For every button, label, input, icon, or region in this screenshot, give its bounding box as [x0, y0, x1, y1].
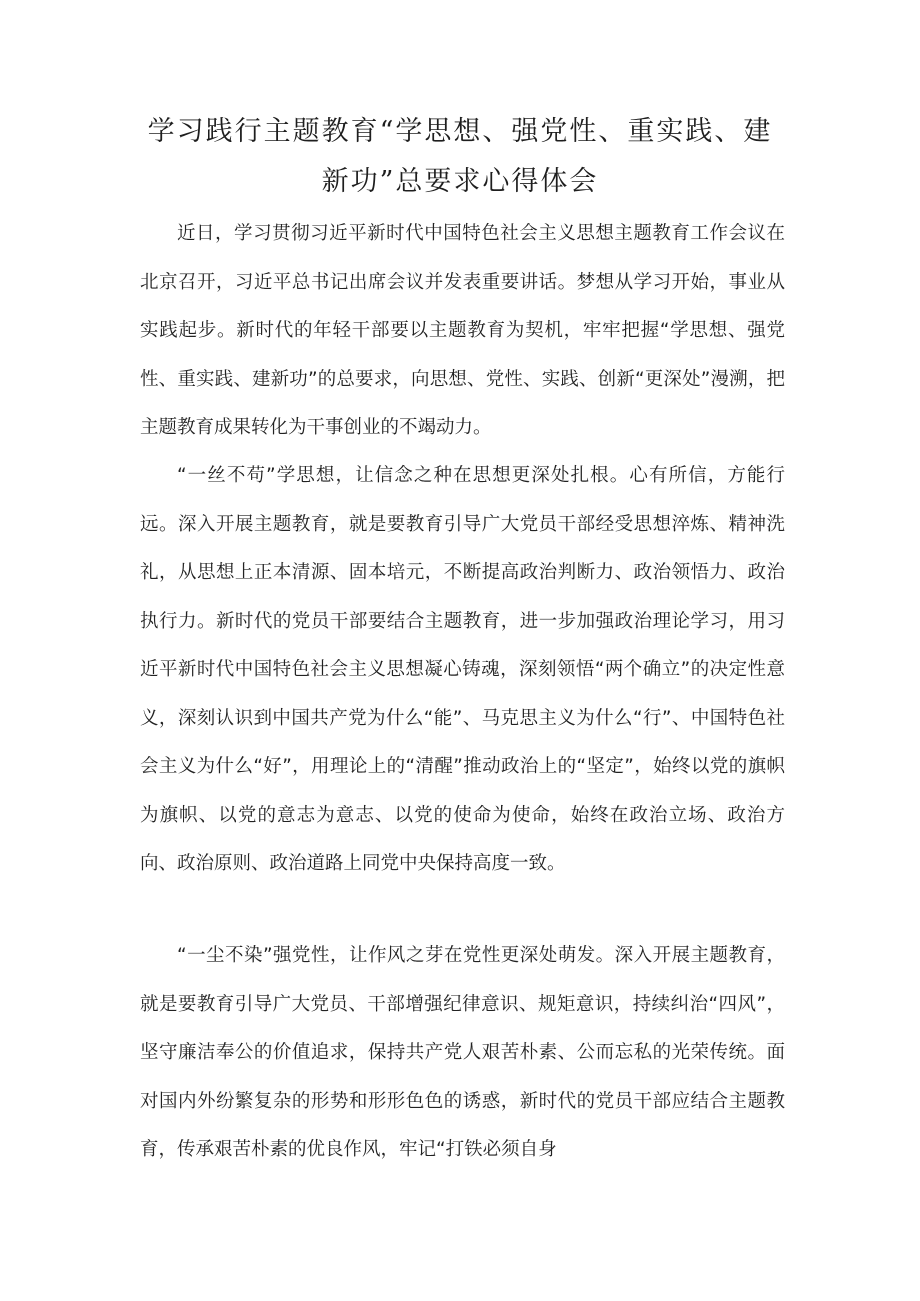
document-title-line-2: 新功”总要求心得体会	[321, 166, 599, 197]
document-title-line-1: 学习践行主题教育“学思想、强党性、重实践、建	[147, 116, 773, 147]
paragraph-study-thought: “一丝不苟”学思想，让信念之种在思想更深处扎根。心有所信，方能行远。深入开展主题教育，就是要教育引导广大党员干部经受思想淬炼、精神洗礼，从思想上正本清源、固本培元，不断提高政治判断力、政治领悟力、政治执行力。新时代的党员干部要结合主题教育，进一步加强政治理论学习，用习近平新时代中国特色社会主义思想凝心铸魂，深刻领悟“两个确立”的决定性意义，深刻认识到中国共产党为什么“能”、马克思主义为什么“行”、中国特色社会主义为什么“好”，用理论上的“清醒”推动政治上的“坚定”，始终以党的旗帜为旗帜、以党的意志为意志、以党的使命为使命，始终在政治立场、政治方向、政治原则、政治道路上同党中央保持高度一致。	[140, 465, 785, 874]
paragraph-intro: 近日，学习贯彻习近平新时代中国特色社会主义思想主题教育工作会议在北京召开，习近平总书记出席会议并发表重要讲话。梦想从学习开始，事业从实践起步。新时代的年轻干部要以主题教育为契机，牢牢把握“学思想、强党性、重实践、建新功”的总要求，向思想、党性、实践、创新“更深处”漫溯，把主题教育成果转化为干事创业的不竭动力。	[140, 223, 785, 438]
paragraph-strengthen-party: “一尘不染”强党性，让作风之芽在党性更深处萌发。深入开展主题教育，就是要教育引导广大党员、干部增强纪律意识、规矩意识，持续纠治“四风”，坚守廉洁奉公的价值追求，保持共产党人艰苦朴素、公而忘私的光荣传统。面对国内外纷繁复杂的形势和形形色色的诱惑，新时代的党员干部应结合主题教育，传承艰苦朴素的优良作风，牢记“打铁必须自身	[140, 945, 785, 1160]
